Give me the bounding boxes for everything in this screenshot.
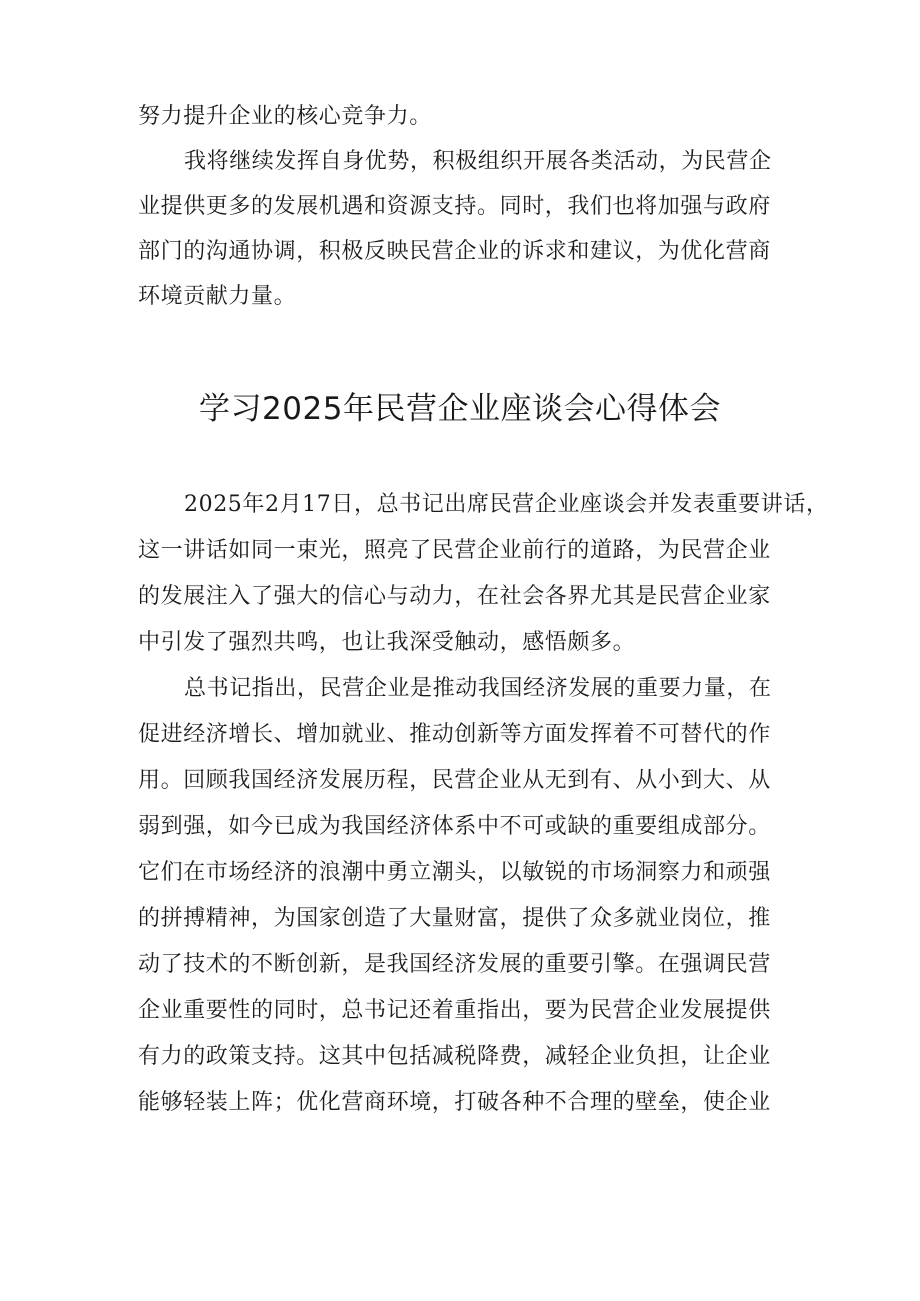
text-line: 它们在市场经济的浪潮中勇立潮头，以敏锐的市场洞察力和顽强 (138, 860, 771, 885)
text-line: 用。回顾我国经济发展历程，民营企业从无到有、从小到大、从 (138, 768, 771, 793)
paragraph-first-line: 我将继续发挥自身优势，积极组织开展各类活动，为民营企 (184, 149, 772, 174)
text-line: 动了技术的不断创新，是我国经济发展的重要引擎。在强调民营 (138, 952, 771, 977)
text-line: 企业重要性的同时，总书记还着重指出，要为民营企业发展提供 (138, 998, 771, 1023)
text-line: 能够轻装上阵；优化营商环境，打破各种不合理的壁垒，使企业 (138, 1090, 771, 1115)
text-line: 的发展注入了强大的信心与动力，在社会各界尤其是民营企业家 (138, 584, 771, 609)
text-line: 业提供更多的发展机遇和资源支持。同时，我们也将加强与政府 (138, 194, 771, 219)
paragraph-first-line: 2025年2月17日，总书记出席民营企业座谈会并发表重要讲话， (184, 492, 829, 517)
text-line: 中引发了强烈共鸣，也让我深受触动，感悟颇多。 (138, 630, 636, 655)
text-line: 部门的沟通协调，积极反映民营企业的诉求和建议，为优化营商 (138, 239, 771, 264)
paragraph-first-line: 总书记指出，民营企业是推动我国经济发展的重要力量，在 (184, 676, 772, 701)
text-line: 促进经济增长、增加就业、推动创新等方面发挥着不可替代的作 (138, 722, 771, 747)
text-line: 弱到强，如今已成为我国经济体系中不可或缺的重要组成部分。 (138, 814, 771, 839)
document-title: 学习2025年民营企业座谈会心得体会 (199, 391, 721, 427)
text-line: 有力的政策支持。这其中包括减税降费，减轻企业负担，让企业 (138, 1044, 771, 1069)
text-line: 这一讲话如同一束光，照亮了民营企业前行的道路，为民营企业 (138, 538, 771, 563)
text-line: 努力提升企业的核心竞争力。 (138, 104, 432, 129)
text-line: 的拼搏精神，为国家创造了大量财富，提供了众多就业岗位，推 (138, 906, 771, 931)
text-line: 环境贡献力量。 (138, 284, 297, 309)
